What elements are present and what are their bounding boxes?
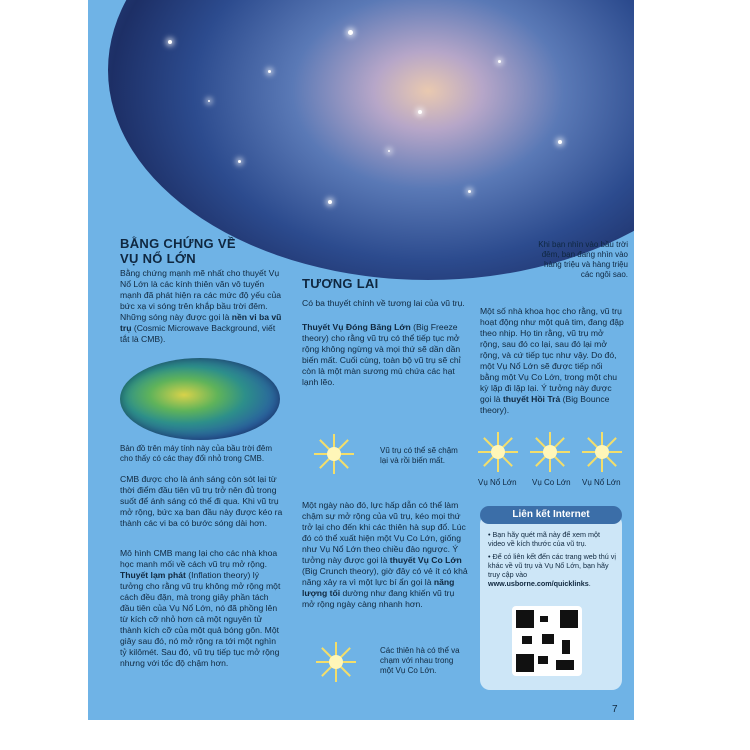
slowdown-burst-icon	[312, 432, 356, 476]
heading-evidence-line2: VỤ NỔ LỚN	[120, 251, 196, 266]
evidence-paragraph-1: Bằng chứng mạnh mẽ nhất cho thuyết Vụ Nổ Lớn là các kính thiên văn vô tuyến mạnh đã phát hiện ra các mức độ yếu của bức xạ vi sóng trên khắp bầu trời đêm. Những sóng này được gọi là nền vi ba vũ trụ (Cosmic Microwave Background, viết tắt là CMB).	[120, 268, 282, 344]
qr-code[interactable]	[512, 606, 582, 676]
cmb-sky-map	[120, 358, 280, 440]
star	[268, 70, 271, 73]
burst1-caption: Vũ trụ có thể sẽ chậm lại và rồi biến mất.	[380, 446, 458, 465]
star	[328, 200, 332, 204]
bigbang-burst-icon	[476, 430, 520, 474]
internet-links-title: Liên kết Internet	[480, 506, 622, 524]
internet-bullet-2: • Để có liên kết đến các trang web thú vị khác về vũ trụ và Vụ Nổ Lớn, bạn hãy truy cập vào www.usborne.com/quicklinks.	[488, 552, 616, 588]
heading-future: TƯƠNG LAI	[302, 276, 379, 291]
map-caption: Bản đồ trên máy tính này của bầu trời đêm cho thấy có các thay đổi nhỏ trong CMB.	[120, 444, 272, 463]
bounce-paragraph: Một số nhà khoa học cho rằng, vũ trụ hoạt động như một quả tim, đang đập theo nhịp. Họ tin rằng, vũ trụ mở rộng, sau đó co lại, sau đó lại mở rộng, và cứ tiếp tục như vậy. Do đó, một Vụ Nổ Lớn sẽ được tiếp nối bằng một Vụ Co Lớn, trong một chu kỳ lặp đi lặp lại. Ý tưởng này được gọi là thuyết Hồi Trả (Big Bounce theory).	[480, 306, 624, 415]
future-paragraph-2: Thuyết Vụ Đóng Băng Lớn (Big Freeze theory) cho rằng vũ trụ có thể tiếp tục mở rộng không ngừng và mọi thứ sẽ dần dần biến mất. Cuối cùng, toàn bộ vũ trụ sẽ chỉ còn là một màn sương mù chứa các hạt lạnh lẽo.	[302, 322, 461, 387]
galaxy-caption: Khi bạn nhìn vào bầu trời đêm, bạn đang nhìn vào hàng triệu và hàng triệu các ngôi sao.	[538, 240, 628, 279]
book-page	[88, 0, 634, 720]
future-paragraph-3: Một ngày nào đó, lực hấp dẫn có thể làm chậm sự mở rộng của vũ trụ, kéo mọi thứ trở lại cho đến khi các thiên hà sụp đổ. Lúc đó có thể xuất hiện một Vụ Co Lớn, giống như Vụ Nổ Lớn theo chiều đảo ngược. Ý tưởng này được gọi là thuyết Vụ Co Lớn (Big Crunch theory), giờ đây có vẻ ít có khả năng xảy ra vì một lực bí ẩn gọi là năng lượng tối dường như đang khiến vũ trụ mở rộng ngày càng nhanh hơn.	[302, 500, 468, 609]
star	[388, 150, 390, 152]
evidence-paragraph-2: CMB được cho là ánh sáng còn sót lại từ thời điểm đầu tiên vũ trụ trở nên đủ trong suốt để ánh sáng có thể đi qua. Khi vũ trụ mở rộng, bức xạ ban đầu này được kéo ra thành các vi ba có bước sóng dài hơn.	[120, 474, 283, 528]
evidence-paragraph-3: Mô hình CMB mang lại cho các nhà khoa học manh mối về cách vũ trụ mở rộng. Thuyết lạm phát (Inflation theory) lý tưởng cho rằng vũ trụ không mở rộng một cách đều đặn, mà trong giây phần tách đầu tiên của Vụ Nổ Lớn, nó đã phồng lên từ kích cỡ nhỏ hơn cả một nguyên tử thành kích cỡ của một quả bóng gôn. Một giây sau đó, nó mở rộng ra tới một nghìn tỷ kilômét. Sau đó, vũ trụ tiếp tục mở rộng nhưng với tốc độ chậm hơn.	[120, 548, 281, 668]
star	[418, 110, 422, 114]
star	[208, 100, 210, 102]
burst2-caption: Các thiên hà có thể va chạm với nhau trong một Vụ Co Lớn.	[380, 646, 460, 675]
star	[168, 40, 172, 44]
quicklinks-link[interactable]: www.usborne.com/quicklinks	[488, 579, 589, 588]
burst-label-3: Vụ Nổ Lớn	[582, 478, 621, 487]
heading-evidence-line1: BẰNG CHỨNG VỀ	[120, 236, 236, 251]
star	[558, 140, 562, 144]
star	[348, 30, 353, 35]
burst-label-1: Vụ Nổ Lớn	[478, 478, 517, 487]
crunch-burst-icon	[314, 640, 358, 684]
star	[238, 160, 241, 163]
bigbang-burst-icon	[580, 430, 624, 474]
star	[498, 60, 501, 63]
star	[468, 190, 471, 193]
bigcrunch-burst-icon	[528, 430, 572, 474]
future-paragraph-1: Có ba thuyết chính về tương lai của vũ trụ.	[302, 298, 465, 308]
internet-bullet-1: • Bạn hãy quét mã này để xem một video về kích thước của vũ trụ.	[488, 530, 600, 548]
burst-label-2: Vụ Co Lớn	[532, 478, 571, 487]
page-number: 7	[612, 704, 618, 715]
